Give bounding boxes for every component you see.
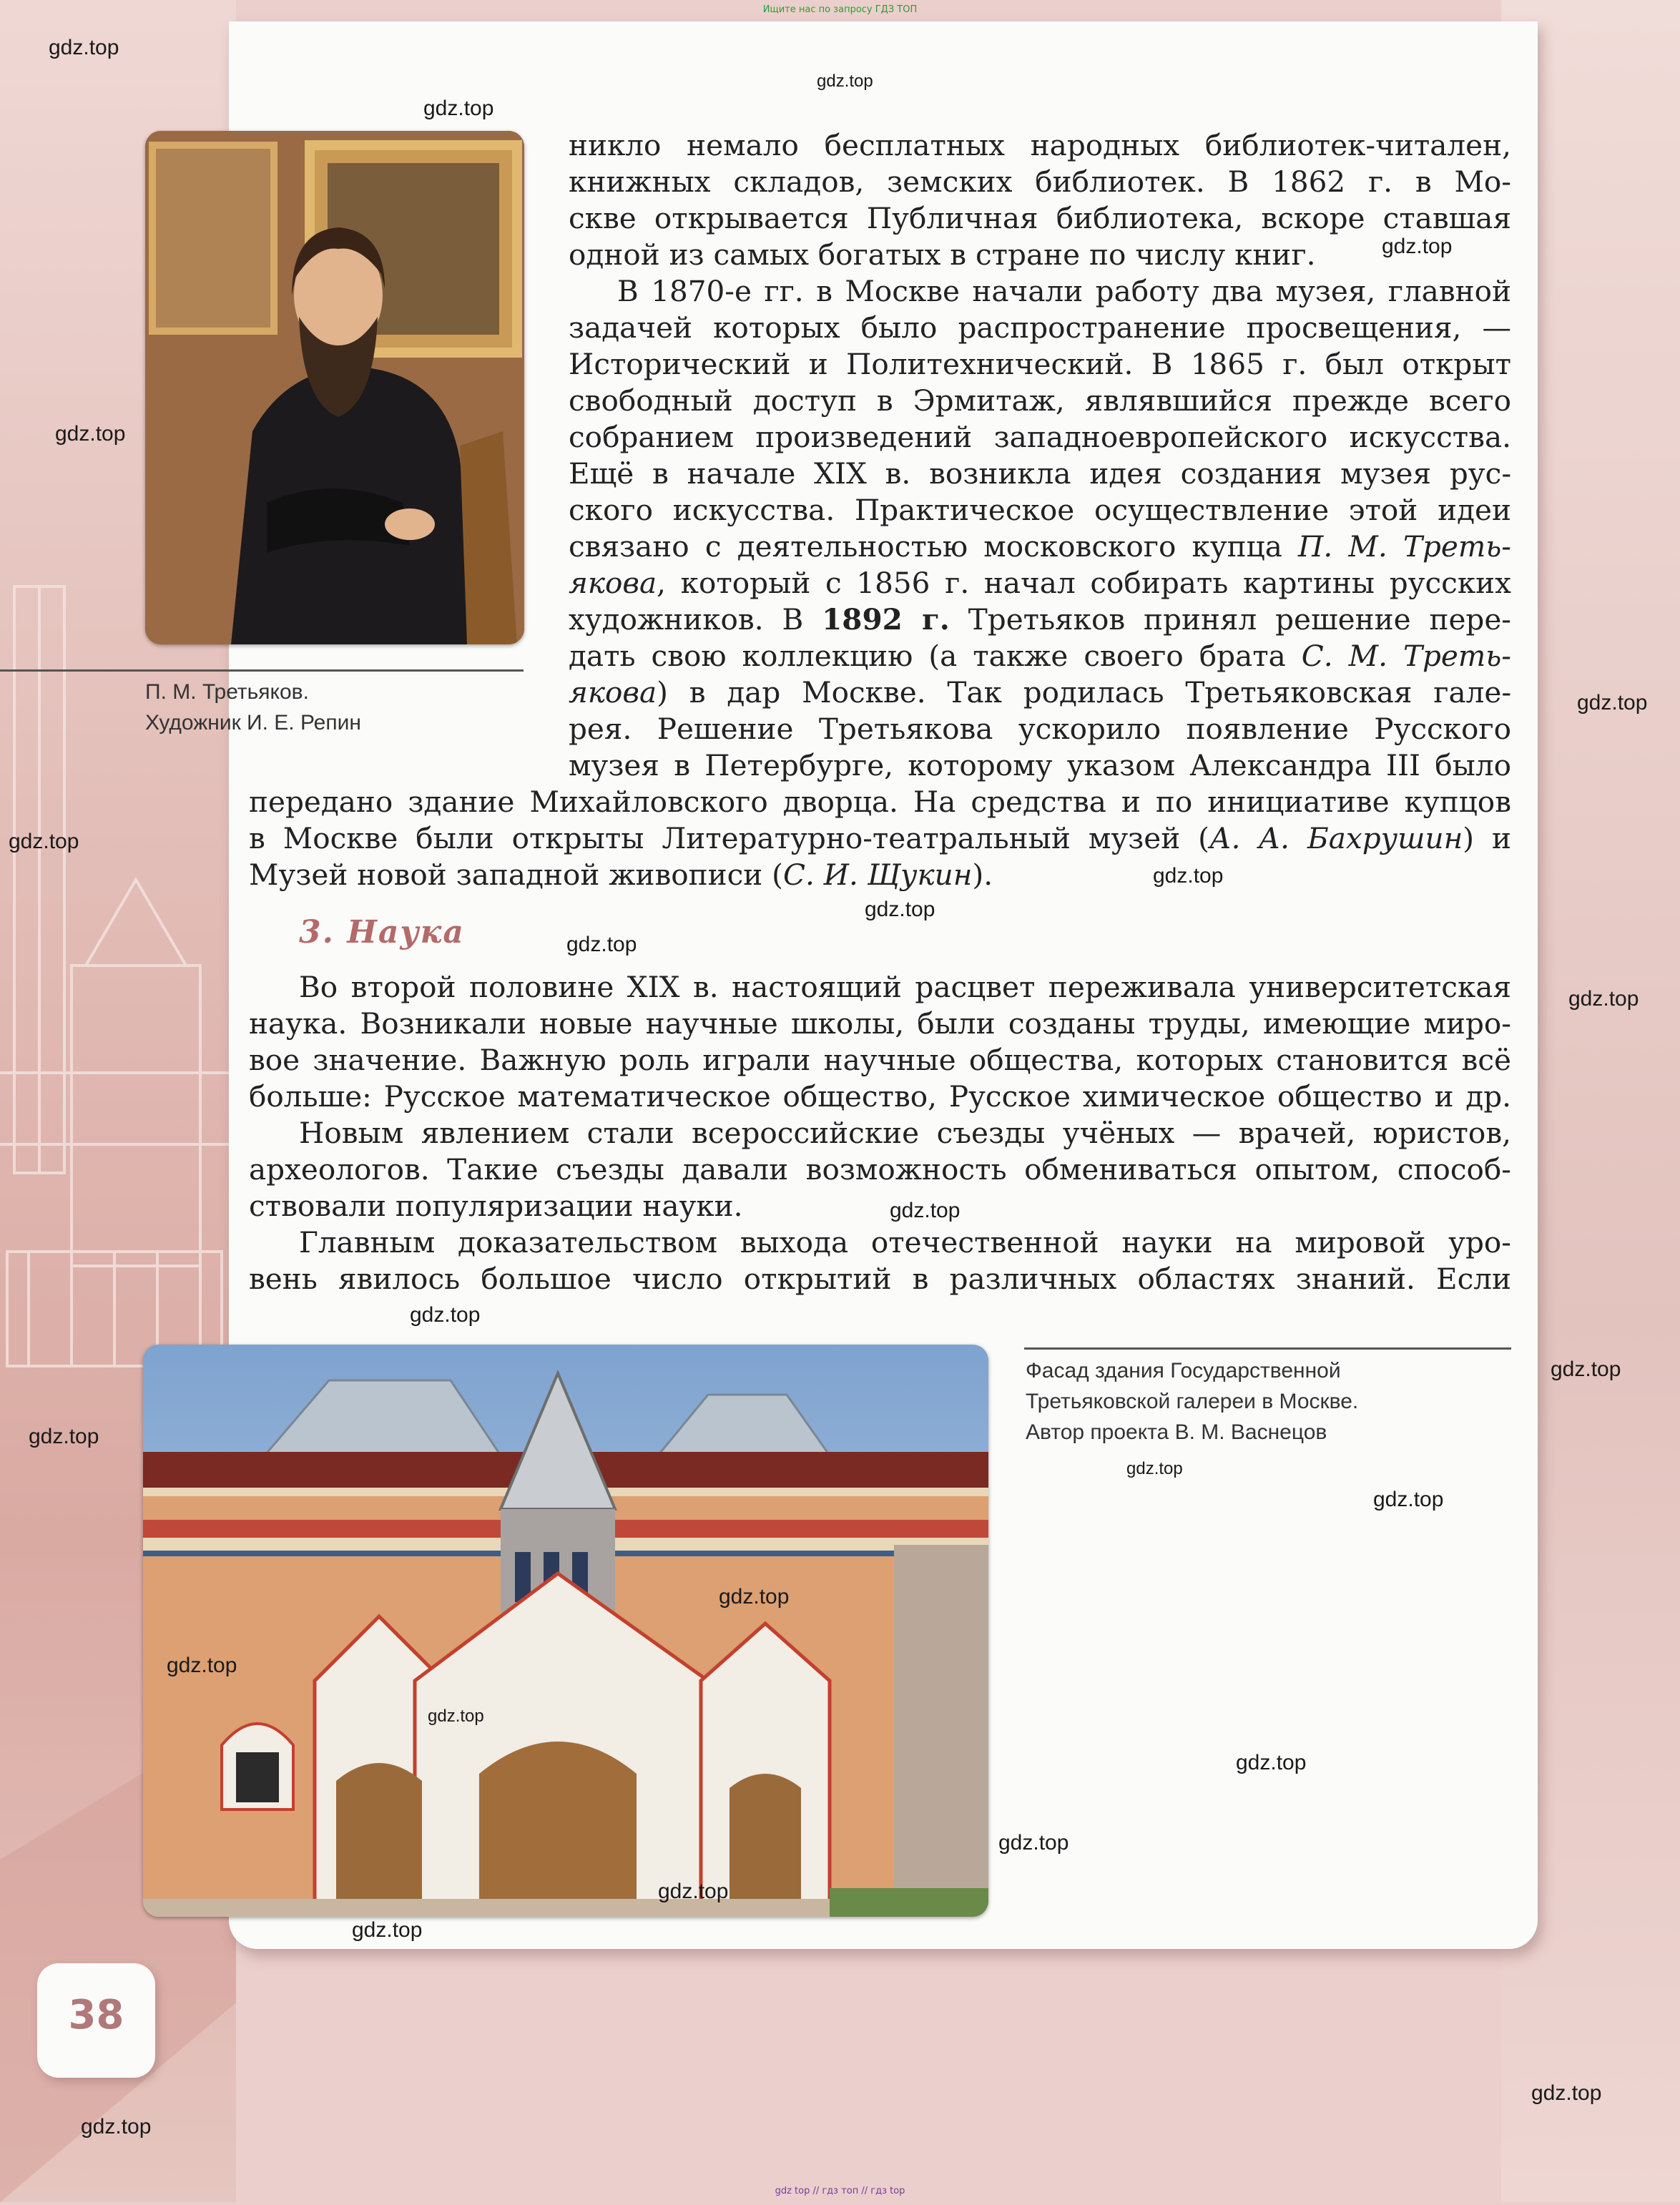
watermark: gdz.top: [890, 1199, 961, 1222]
building-caption-line1: Фасад здания Государственной: [1026, 1359, 1341, 1383]
text-line: одной из самых богатых в стране по числу книг.: [569, 237, 1316, 272]
watermark: gdz.top: [1577, 691, 1648, 714]
text-run: художников. В: [569, 602, 822, 637]
section-title: 3. Наука: [299, 914, 465, 951]
watermark: gdz.top: [1531, 2081, 1602, 2105]
building-caption-rule: [1024, 1347, 1511, 1350]
text-run: Музей новой западной живописи (: [249, 858, 783, 892]
text-line: никло немало бесплатных народных библиотек-читален,: [569, 128, 1511, 162]
portrait-tretyakov-image: [145, 131, 524, 644]
text-run: ).: [972, 858, 993, 892]
page-number: 38: [68, 1992, 124, 2038]
portrait-caption-line1: П. М. Третьяков.: [145, 680, 309, 704]
text-run: , который с 1856 г. начал собирать картины русских: [657, 566, 1511, 600]
portrait-caption-line2: Художник И. Е. Репин: [145, 711, 361, 735]
text-line: больше: Русское математическое общество, Русское химическое общество и др.: [249, 1079, 1511, 1114]
page-number-box: [37, 1963, 155, 2078]
text-line: [249, 820, 1511, 857]
watermark: gdz.top: [410, 1303, 481, 1327]
watermark: gdz.top: [865, 898, 935, 921]
text-line: ствовали популяризации науки.: [249, 1189, 743, 1223]
bottom-banner: gdz top // гдз топ // гдз top: [775, 2186, 905, 2196]
watermark: gdz.top: [1236, 1751, 1307, 1774]
text-line: [569, 565, 1511, 601]
text-line: [569, 674, 1511, 711]
watermark: gdz.top: [49, 36, 119, 59]
top-banner: Ищите нас по запросу ГДЗ ТОП: [762, 4, 918, 15]
text-line: Новым явлением стали всероссийские съезды учёных — врачей, юристов,: [299, 1116, 1511, 1150]
text-run: Третьяков принял решение пере-: [949, 602, 1511, 637]
watermark: gdz.top: [55, 422, 126, 446]
text-run: связано с деятельностью московского купца: [569, 529, 1299, 564]
text-line: вое значение. Важную роль играли научные общества, которых становится всё: [249, 1043, 1511, 1077]
text-line: рея. Решение Третьякова ускорило появление Русского: [569, 712, 1511, 746]
text-line: наука. Возникали новые научные школы, были созданы труды, имеющие миро-: [249, 1006, 1511, 1041]
text-line: [249, 857, 1511, 893]
text-run-italic: якова: [569, 566, 657, 600]
text-line: книжных складов, земских библиотек. В 1862 г. в Мо-: [569, 164, 1511, 199]
watermark: gdz.top: [352, 1918, 423, 1942]
watermark: gdz.top: [1568, 987, 1639, 1011]
text-line: свободный доступ в Эрмитаж, являвшийся прежде всего: [569, 383, 1511, 418]
watermark: gdz.top: [1126, 1459, 1183, 1478]
watermark: gdz.top: [719, 1585, 790, 1609]
building-caption-line2: Третьяковской галереи в Москве.: [1026, 1390, 1359, 1413]
text-line: задачей которых было распространение просвещения, —: [569, 310, 1511, 345]
text-run-bold: 1892 г.: [822, 602, 950, 637]
watermark: gdz.top: [423, 97, 494, 120]
text-line: ского искусства. Практическое осуществление этой идеи: [569, 493, 1511, 527]
watermark: gdz.top: [1382, 235, 1453, 258]
text-line: собранием произведений западноевропейского искусства.: [569, 420, 1511, 454]
portrait-caption: [145, 677, 361, 738]
text-run: дать свою коллекцию (а также своего брата: [569, 639, 1302, 673]
watermark: gdz.top: [428, 1706, 484, 1726]
watermark: gdz.top: [81, 2115, 152, 2138]
text-line: археологов. Такие съезды давали возможность обмениваться опытом, способ-: [249, 1152, 1511, 1187]
text-line: В 1870-е гг. в Москве начали работу два музея, главной: [617, 274, 1511, 308]
watermark: gdz.top: [1373, 1488, 1444, 1511]
text-line: музея в Петербурге, которому указом Александра III было: [569, 748, 1511, 782]
text-run-italic: С. М. Треть-: [1301, 639, 1511, 673]
text-run-italic: якова: [569, 675, 657, 709]
watermark: gdz.top: [9, 830, 79, 853]
watermark: gdz.top: [29, 1425, 99, 1448]
watermark: gdz.top: [167, 1654, 237, 1677]
text-run-italic: А. А. Бахрушин: [1209, 821, 1463, 855]
text-line: скве открывается Публичная библиотека, вскоре ставшая: [569, 201, 1511, 235]
watermark: gdz.top: [1153, 864, 1224, 888]
building-caption-line3: Автор проекта В. М. Васнецов: [1026, 1420, 1327, 1444]
text-run: ) и: [1463, 821, 1511, 855]
text-line: Ещё в начале XIX в. возникла идея создания музея рус-: [569, 456, 1511, 491]
building-caption: [1026, 1355, 1358, 1448]
text-line: Исторический и Политехнический. В 1865 г. был открыт: [569, 347, 1511, 381]
watermark: gdz.top: [817, 72, 873, 91]
text-line: [569, 638, 1511, 674]
tretyakov-gallery-facade-image: [143, 1345, 988, 1917]
text-line: Во второй половине XIX в. настоящий расцвет переживала университетская: [299, 970, 1511, 1004]
text-run: ) в дар Москве. Так родилась Третьяковская гале-: [657, 675, 1511, 709]
text-line: передано здание Михайловского дворца. На средства и по инициативе купцов: [249, 785, 1511, 819]
text-line: [569, 601, 1511, 638]
watermark: gdz.top: [566, 933, 637, 956]
text-run-italic: П. М. Треть-: [1298, 529, 1511, 564]
portrait-caption-rule: [0, 669, 524, 672]
text-line: [569, 529, 1511, 565]
watermark: gdz.top: [998, 1831, 1069, 1855]
text-line: вень явилось большое число открытий в различных областях знаний. Если: [249, 1262, 1511, 1296]
text-run: в Москве были открыты Литературно-театральный музей (: [249, 821, 1209, 855]
watermark: gdz.top: [658, 1880, 729, 1903]
watermark: gdz.top: [1551, 1357, 1621, 1381]
text-line: Главным доказательством выхода отечественной науки на мировой уро-: [299, 1225, 1511, 1259]
text-run-italic: С. И. Щукин: [782, 858, 973, 892]
